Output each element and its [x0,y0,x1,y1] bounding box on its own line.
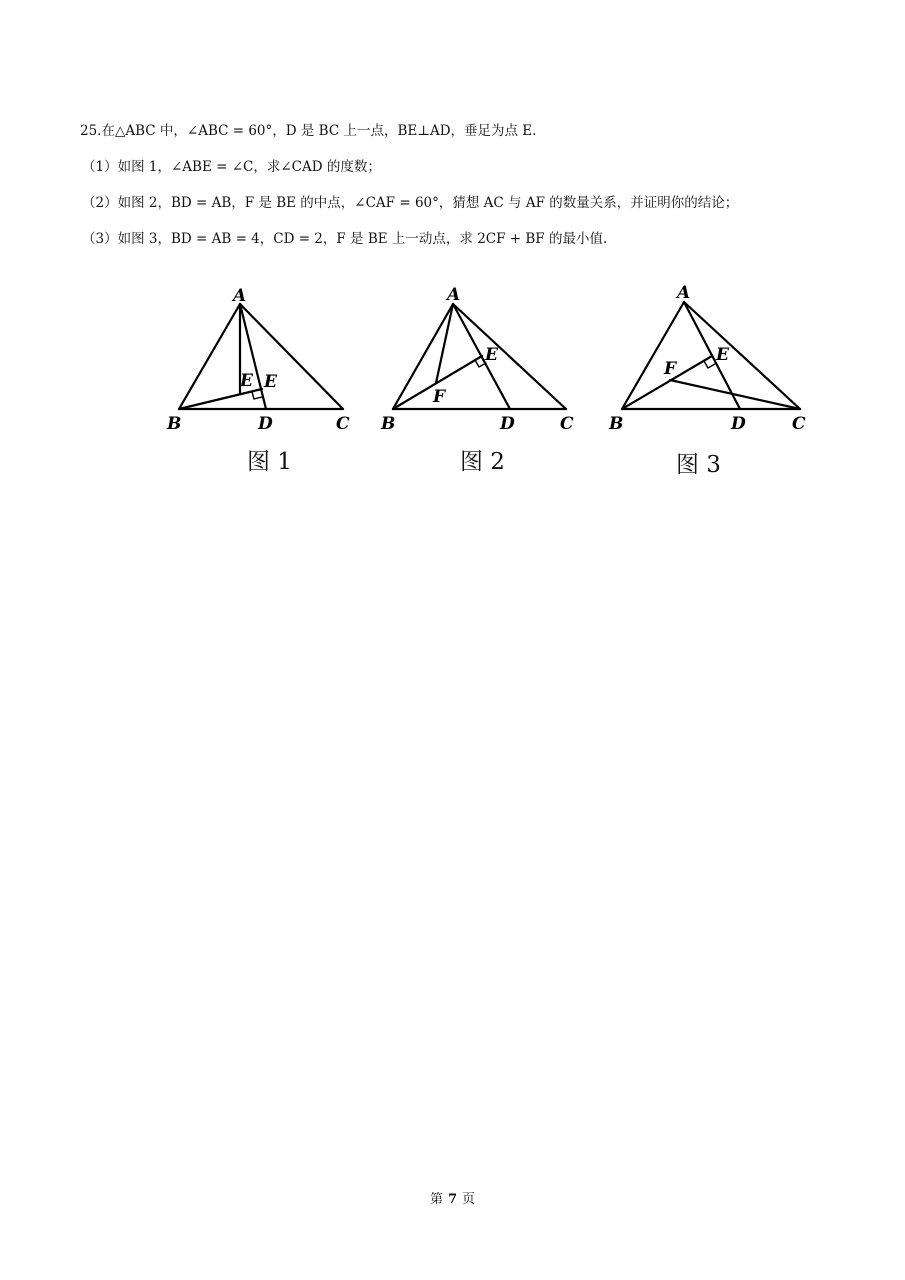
problem-title: 25.在△ABC 中，∠ABC = 60°，D 是 BC 上一点，BE⊥AD，垂足为点 E. [80,123,537,139]
fig3-side-ab [622,302,684,409]
fig1-label-a: A [233,286,247,306]
fig1-side-ac [240,304,343,409]
problem-part-3: （3）如图 3，BD = AB = 4，CD = 2，F 是 BE 上一动点，求 2CF + BF 的最小值. [82,231,608,247]
problem-part-2: （2）如图 2，BD = AB，F 是 BE 的中点，∠CAF = 60°，猜想 AC 与 AF 的数量关系，并证明你的结论； [82,195,739,211]
fig3-side-ac [684,302,800,409]
fig3-label-c: C [792,414,806,434]
fig2-label-b: B [381,414,396,434]
fig2-side-ac [453,304,566,409]
fig1-label-b: B [167,414,182,434]
fig1-side-ab [179,304,240,409]
fig1-segment-be [179,389,262,409]
fig3-label-a: A [677,283,691,303]
fig1-label-e2: E [264,372,277,392]
page-number: 7 [447,1192,458,1207]
figure-3-caption: 图 3 [676,452,721,478]
figure-2-caption: 图 2 [460,449,505,475]
fig2-label-d: D [500,414,515,434]
fig3-right-angle-mark [704,361,715,368]
fig2-label-e: E [485,345,498,365]
fig2-label-c: C [560,414,574,434]
fig3-label-f: F [664,359,677,379]
fig1-label-e1: E [240,371,253,391]
fig1-label-d: D [258,414,273,434]
fig3-label-e: E [716,345,729,365]
figure-1-caption: 图 1 [247,449,292,475]
fig1-label-c: C [336,414,350,434]
fig3-label-d: D [731,414,746,434]
problem-part-1: （1）如图 1，∠ABE = ∠C，求∠CAD 的度数； [82,159,381,175]
footer-suffix: 页 [462,1192,476,1207]
fig2-segment-af [436,304,453,383]
fig2-label-f: F [433,387,446,407]
fig3-segment-fc [670,380,800,409]
fig1-right-angle-mark [252,392,262,399]
footer-prefix: 第 [429,1192,443,1207]
page-footer [0,1188,905,1207]
fig2-label-a: A [447,285,461,305]
figure-1-diagram [0,0,905,500]
fig3-label-b: B [609,414,624,434]
